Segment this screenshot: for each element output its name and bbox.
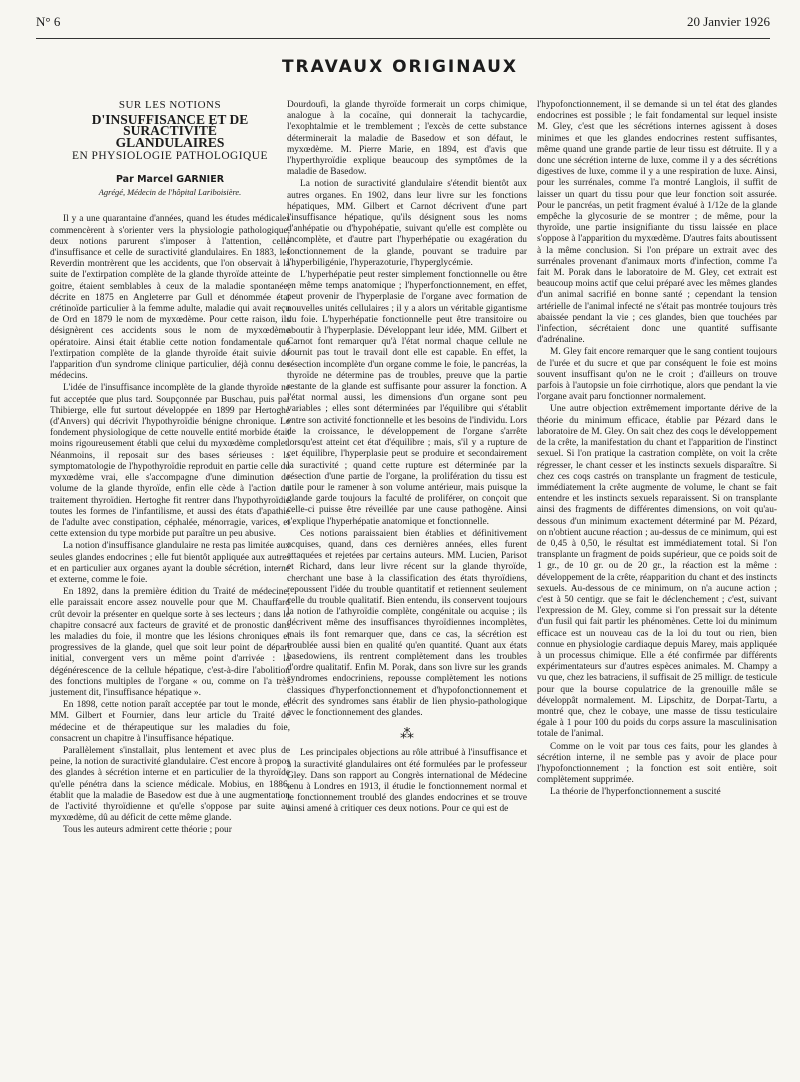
column-1 bbox=[50, 100, 290, 838]
paragraph: La théorie de l'hyperfonctionnement a suscité bbox=[550, 787, 721, 798]
paragraph: Comme on le voit par tous ces faits, pour les glandes à sécrétion interne, il ne semble pas y avoir de place pour l'hypofonctionnement ; la fonction est soit entière, soit complètement supprimée. bbox=[537, 741, 777, 786]
header-rule bbox=[36, 38, 770, 39]
article-author: Par Marcel GARNIER bbox=[115, 174, 225, 186]
paragraph: En 1898, cette notion paraît acceptée par tout le monde, et MM. Gilbert et Fournier, dans leur article du Traité de médecine et de thérapeutique sur les maladies du foie, consacrent un chapitre à l'insuffisance hépatique. bbox=[50, 700, 290, 744]
column-2 bbox=[287, 100, 527, 817]
column-3 bbox=[537, 100, 777, 800]
section-title: TRAVAUX ORIGINAUX bbox=[281, 57, 519, 77]
paragraph: Parallèlement s'installait, plus lentement et avec plus de peine, la notion de suractivité glandulaire. C'est encore à propos des glandes à sécrétion interne et en particulier de la thyroïde qu'elle pénétra dans la science médicale. Mobius, en 1886, établit que la maladie de Basedow est due à une augmentation de l'activité thyroïdienne et qu'elle s'oppose par suite au myxœdème, dû au déficit de cette même glande. bbox=[50, 745, 290, 824]
paragraph: L'idée de l'insuffisance incomplète de la glande thyroïde ne fut acceptée que plus tard. Soupçonnée par Buschau, puis par Thibierge, elle fut surtout développée en 1899 par Hertoghe (d'Anvers) qui décrivit l'hypothyroïdie bénigne chronique. Le fondement physiologique de cette nouvelle entité morbide était moins rigoureusement établi que celui du myxœdème complet. Néanmoins, il reposait sur des bases sérieuses : la symptomatologie de l'hypothyroïdie reproduit en partie celle du myxœdème vrai, elle s'accompagne d'une diminution de volume de la glande thyroïde, enfin elle cède à l'action du traitement thyroïdien. Hertoghe fit rentrer dans l'hypothyroïdie toutes les formes de l'infantilisme, et aussi des états d'apathie de l'adulte avec constipation, céphalée, ménorragie, varices, et cette extension du type morbide put paraître un peu abusive. bbox=[50, 383, 290, 540]
paragraph: L'hyperhépatie peut rester simplement fonctionnelle ou être en même temps anatomique ; l'hyperfonctionnement, en effet, peut provenir de l'hyperplasie de l'organe avec formation de nouvelles unités cellulaires ; il y a alors un véritable gigantisme du foie. L'hyperhépatie fonctionnelle peut être transitoire ou aboutir à l'hyperplasie. Développant leur idée, MM. Gilbert et Carnot font remarquer qu'à l'état normal chaque cellule ne fournit pas tout le travail dont elle est capable. En effet, la résection incomplète d'un organe comme le foie, le pancréas, la thyroïde ne détermine pas de troubles, preuve que la partie restante de la glande est suffisante pour assurer la fonction. A l'état normal aussi, les dimensions d'un organe sont peu variables ; elles sont déterminées par l'équilibre qui s'établit entre son activité fonctionnelle et les besoins de l'individu. Lors de la croissance, le développement de l'organe s'arrête lorsqu'est atteint cet état d'équilibre ; mais, s'il y a rupture de cet équilibre, l'hyperplasie peut se produire et secondairement la suractivité ; quand cette rupture est déterminée par la résection d'une partie de l'organe, la prolifération du tissu est utile pour le ramener à son volume antérieur, mais puisque la glande garde toujours la faculté de proliférer, on conçoit que celle-ci puisse être réveillée par une cause pathogène. Ainsi s'explique l'hyperhépatie anatomique et fonctionnelle. bbox=[287, 270, 527, 527]
paragraph: Il y a une quarantaine d'années, quand les études médicales commencèrent à s'orienter vers la physiologie pathologique, deux notions parurent s'imposer à l'attention, celle d'insuffisance et celle de suractivité glandulaires. En 1883, les Reverdin montrèrent que les accidents, que l'on observait à la suite de l'extirpation complète de la glande thyroïde atteinte de goitre, étaient semblables à ceux de la maladie spontanée, décrite en 1875 en Angleterre par Gull et dénommée état crétinoïde particulier à la femme adulte, maladie qui avait reçu de Ord en 1879 le nom de myxœdème. Pour cette raison, ils désignèrent ces accidents sous le nom de myxœdème opératoire. Ainsi était établie cette notion fondamentale que l'extirpation complète de la glande thyroïde était suivie de l'apparition d'un syndrome clinique particulier, déjà connu des médecins. bbox=[50, 214, 290, 382]
article-affiliation: Agrégé, Médecin de l'hôpital Lariboisière. bbox=[98, 188, 242, 198]
paragraph: Les principales objections au rôle attribué à l'insuffisance et à la suractivité glandulaires ont été formulées par le professeur Gley. Dans son rapport au Congrès international de Médecine tenu à Londres en 1913, il étudie le fonctionnement normal et le fonctionnement troublé des glandes endocrines et se trouve ainsi amené à critiquer ces deux notions. Pour ce qui est de bbox=[287, 748, 527, 815]
paragraph: Une autre objection extrêmement importante dérive de la théorie du minimum efficace, établie par Pézard dans le laboratoire de M. Gley. On sait chez des coqs le développement de la crête, la manifestation du chant et l'apparition de l'instinct sexuel. Si l'on pratique la castration complète, on voit la crête régresser, le chant cesser et les instincts sexuels disparaître. Si chez ces coqs castrés on transplante un fragment de testicule, immédiatement la crête augmente de volume, le chant se fait entendre et les instincts sexuels reparaissent. Si on transplante ainsi des fragments de différentes dimensions, on voit qu'au-dessous d'un minimum exactement déterminé par M. Pézard, on n'obtient aucune réaction ; au-dessus de ce minimum, qui est de 0,45 à 0,50, le résultat est immédiatement total. Si l'on transplante un fragment de poids supérieur, que ce poids soit de 1 gr., de 10 gr. ou de 20 gr., la réaction est la même : développement de la crête, réapparition du chant et des instincts sexuels. Au-dessous de ce minimum, on n'a aucune action ; c'est à 50 centigr. que se fait le déclenchement ; c'est, suivant l'expression de M. Gley, comme si l'on pressait sur la détente d'un fusil qui fait partir les phénomènes. Cette loi du minimum efficace est un nouveau cas de la loi du tout ou rien, bien connue en physiologie cardiaque depuis Marey, mais appliquée à un processus chimique. Elle a été confirmée par différents expérimentateurs sur d'autres espèces animales. M. Champy a vu que, chez les batraciens, il suffisait de 25 milligr. de testicule pour que la bourse copulatrice de la grenouille mâle se développât normalement. M. Lipschitz, de Dorpat-Tartu, a montré que, chez le cobaye, une masse de tissu testiculaire égale à 1 pour 100 du poids du corps assure la masculinisation totale de l'animal. bbox=[537, 404, 778, 740]
paragraph: La notion d'insuffisance glandulaire ne resta pas limitée aux seules glandes endocrines ; elle fut bientôt appliquée aux autres et en particulier aux organes ayant la double sécrétion, interne et externe, comme le foie. bbox=[50, 541, 290, 585]
paragraph: Tous les auteurs admirent cette théorie ; pour bbox=[63, 825, 232, 836]
page-header bbox=[36, 14, 770, 32]
paragraph: Ces notions paraissaient bien établies et définitivement acquises, quand, dans ces dernières années, elles furent attaquées et rejetées par certains auteurs. MM. Lucien, Parisot et Richard, dans leur livre récent sur la glande thyroïde, cherchant une base à la classification des états thyroïdiens, repoussent l'idée du trouble quantitatif et retiennent seulement celle du trouble qualitatif. Bien entendu, ils conservent toujours la notion de l'athyroïdie complète, congénitale ou acquise ; ils décrivent même des insuffisances thyroïdiennes incomplètes, mais ils font remarquer que, dans ce cas, la sécrétion est troublée aussi bien en qualité qu'en quantité. Quant aux états basedowiens, ils rentrent complètement dans les troubles d'ordre qualitatif. Enfin M. Porak, dans son livre sur les grands syndromes endocriniens, repousse complètement les notions classiques d'hyperfonctionnement et d'hypofonctionnement et décrit des syndromes sans établir de lien physio-pathologique avec le fonctionnement des glandes. bbox=[287, 528, 527, 718]
article-title-line4: EN PHYSIOLOGIE PATHOLOGIQUE bbox=[72, 149, 268, 162]
issue-number: N° 6 bbox=[36, 14, 61, 29]
paragraph: M. Gley fait encore remarquer que le sang contient toujours de l'urée et du sucre et que par conséquent le foie est moins souvent insuffisant qu'on ne le croit ; d'ailleurs on trouve parfois à l'autopsie un foie cirrhotique, alors que pendant la vie l'organe avait paru fonctionner normalement. bbox=[537, 347, 777, 403]
article-title-line2: D'INSUFFISANCE ET DE SURACTIVITÉ bbox=[91, 112, 249, 139]
paragraph: En 1892, dans la première édition du Traité de médecine, elle paraissait encore assez nouvelle pour que M. Chauffard crût devoir la présenter en quelque sorte à ses lecteurs ; dans le chapitre consacré aux facteurs de gravité et de pronostic dans les maladies du foie, il montre que les lésions chroniques et progressives de la glande, quel que soit leur point de départ initial, convergent vers un même point d'arrivée : la dégénérescence de la cellule hépatique, c'est-à-dire l'abolition des fonctions multiples de l'organe « ou, comme on l'a très justement dit, l'insuffisance hépatique ». bbox=[50, 587, 290, 698]
paragraph: Dourdoufi, la glande thyroïde formerait un corps chimique, analogue à la cocaïne, qui donnerait la tachycardie, l'exophtalmie et le tremblement ; l'excès de cette substance déterminerait la maladie de Basedow et son défaut, le myxœdème. M. Pierre Marie, en 1894, est d'avis que l'hyperthyroïdie explique beaucoup des symptômes de la maladie de Basedow. bbox=[287, 100, 527, 178]
article-title-line1: SUR LES NOTIONS bbox=[118, 99, 222, 111]
article-title-line3: GLANDULAIRES bbox=[115, 134, 225, 150]
paragraph: La notion de suractivité glandulaire s'étendit bientôt aux autres organes. En 1902, dans leur livre sur les fonctions hépatiques, MM. Gilbert et Carnot décrivent d'une part l'insuffisance hépatique, qu'ils désignent sous les noms d'anhépatie ou d'hypohépatie, suivant qu'elle est complète ou incomplète, et d'autre part l'hyperhépatie ou exagération du fonctionnement de la glande, pouvant se traduire par l'hyperbiligénie, l'hyperazoturie, l'hyperglycémie. bbox=[287, 179, 527, 268]
section-separator-asterism: ⁂ bbox=[400, 727, 414, 743]
paragraph: l'hypofonctionnement, il se demande si un tel état des glandes endocrines est possible ; le fait fondamental sur lequel insiste M. Gley, c'est que les sécrétions internes agissent à doses minimes et que les glandes endocrines restent suffisantes, même quand une grande partie de leur tissu est détruite. Il y a donc une sécrétion interne de luxe, comme il y a des sécrétions digestives de luxe, comme il y a une respiration de luxe. Ainsi, pour les surrénales, comme l'a montré Langlois, il suffit de laisser un quart du tissu pour que leur fonction soit assurée. Pour le pancréas, un petit fragment évalué à 1/12e de la glande empêche la glycosurie de se montrer ; de même, pour la thyroïde, une partie insignifiante du tissu laissée en place s'oppose à l'apparition du myxœdème. D'autres faits aboutissent à la même conclusion. Si l'on prépare un extrait avec des surrénales provenant d'animaux morts d'infection, comme l'a fait M. Porak dans le laboratoire de M. Gley, cet extrait est beaucoup moins actif que celui préparé avec les mêmes glandes d'un animal sacrifié en bonne santé ; cependant la tension artérielle de l'animal infecté ne s'était pas montrée toujours très abaissée pendant la vie ; ces glandes, bien que touchées par l'infection, sécrétaient donc une quantité suffisante d'adrénaline. bbox=[537, 100, 777, 346]
issue-date: 20 Janvier 1926 bbox=[686, 14, 770, 29]
article-heading bbox=[50, 100, 290, 198]
